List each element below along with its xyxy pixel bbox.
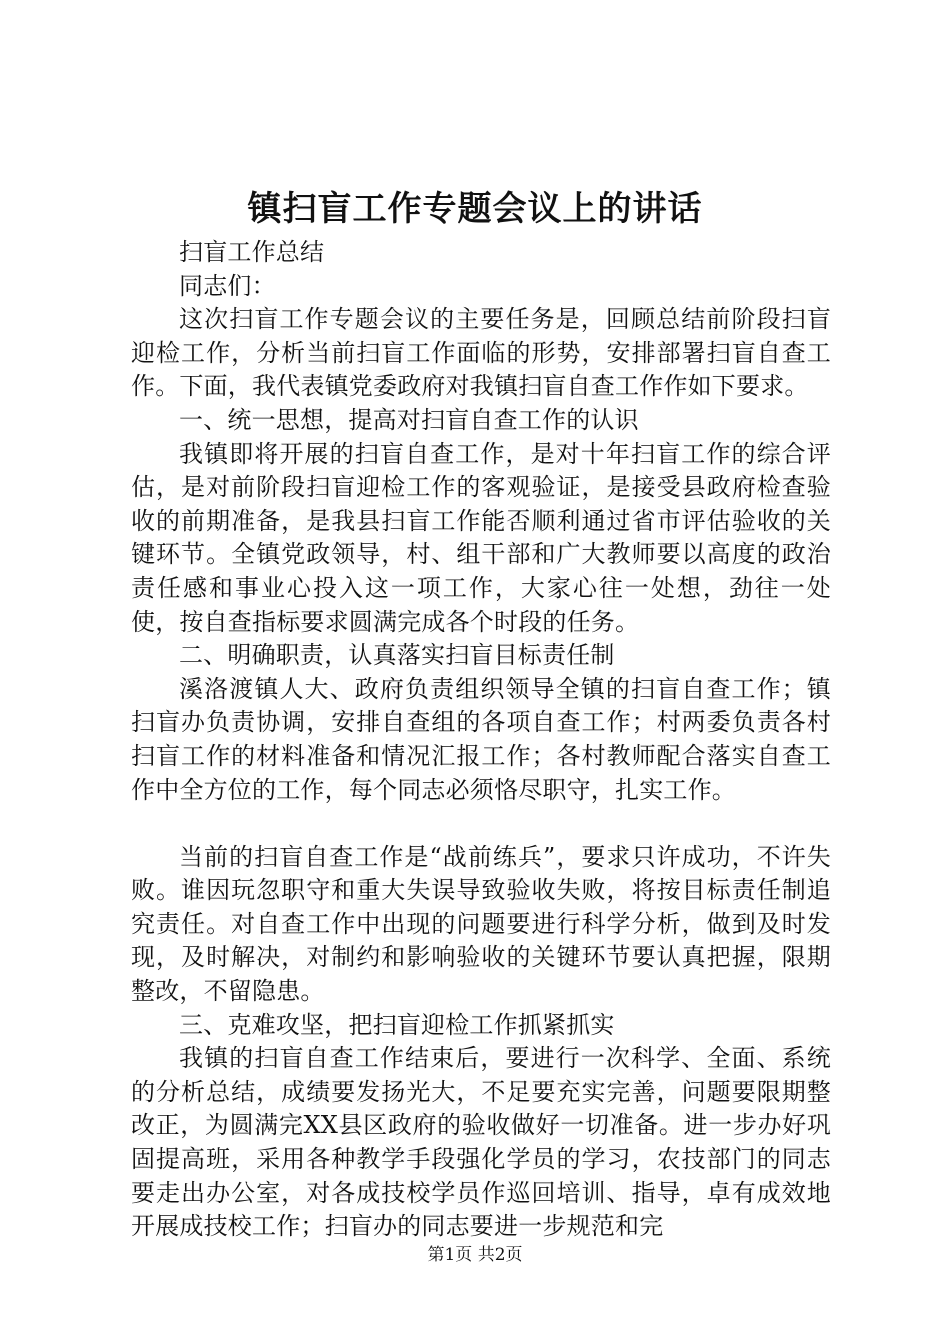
paragraph-salutation: 同志们：: [179, 271, 276, 300]
paragraph-section-3: 我镇的扫盲自查工作结束后，要进行一次科学、全面、系统的分析总结，成绩要发扬光大，不足要充实完善，问题要限期整改正，为圆满完XX县区政府的验收做好一切准备。进一步办好巩固提高班，采用各种教学手段强化学员的学习，农技部门的同志要走出办公室，对各成技校学员作巡回培训、指导，卓有成效地开展成技校工作；扫盲办的同志要进一步规范和完: [131, 1044, 831, 1241]
document-title: 镇扫盲工作专题会议上的讲话: [247, 189, 703, 229]
page-number-footer: 第1页 共2页: [427, 1245, 523, 1265]
paragraph-intro: 这次扫盲工作专题会议的主要任务是，回顾总结前阶段扫盲迎检工作，分析当前扫盲工作面临的形势，安排部署扫盲自查工作。下面，我代表镇党委政府对我镇扫盲自查工作作如下要求。: [131, 305, 831, 401]
paragraph-subtitle: 扫盲工作总结: [179, 238, 325, 266]
paragraph-section-1: 我镇即将开展的扫盲自查工作，是对十年扫盲工作的综合评估，是对前阶段扫盲迎检工作的客观验证，是接受县政府检查验收的前期准备，是我县扫盲工作能否顺利通过省市评估验收的关键环节。全镇党政领导，村、组干部和广大教师要以高度的政治责任感和事业心投入这一项工作，大家心往一处想，劲往一处使，按自查指标要求圆满完成各个时段的任务。: [131, 439, 831, 636]
paragraph-section-2a: 溪洛渡镇人大、政府负责组织领导全镇的扫盲自查工作；镇扫盲办负责协调，安排自查组的各项自查工作；村两委负责各村扫盲工作的材料准备和情况汇报工作；各村教师配合落实自查工作中全方位的工作，每个同志必须恪尽职守，扎实工作。: [131, 674, 831, 804]
document-body: [131, 236, 831, 1244]
section-heading-1: 一、统一思想，提高对扫盲自查工作的认识: [179, 405, 639, 434]
paragraph-section-2b: 当前的扫盲自查工作是“战前练兵”，要求只许成功，不许失败。谁因玩忽职守和重大失误导致验收失败，将按目标责任制追究责任。对自查工作中出现的问题要进行科学分析，做到及时发现，及时解决，对制约和影响验收的关键环节要认真把握，限期整改，不留隐患。: [131, 842, 831, 1006]
section-heading-3: 三、克难攻坚，把扫盲迎检工作抓紧抓实: [179, 1010, 615, 1039]
section-heading-2: 二、明确职责，认真落实扫盲目标责任制: [179, 641, 615, 670]
